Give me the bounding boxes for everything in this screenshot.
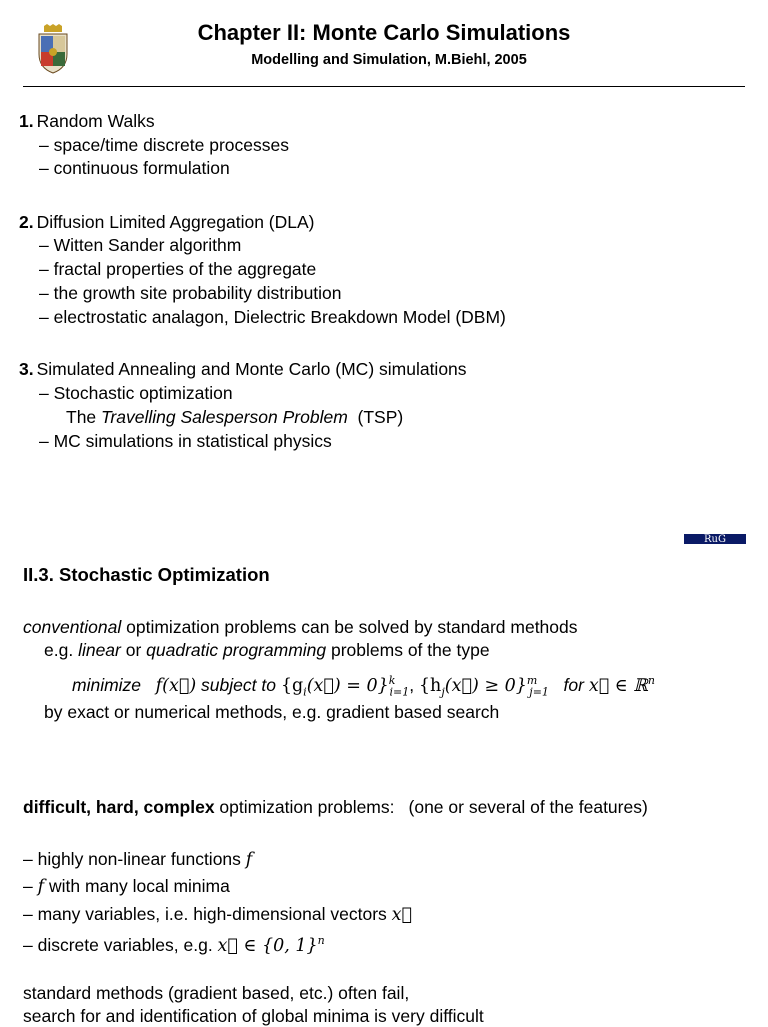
outline-subitem: – Witten Sander algorithm bbox=[39, 235, 242, 255]
feature-item: – f with many local minima bbox=[23, 876, 230, 897]
outline-subitem: – the growth site probability distribution bbox=[39, 283, 342, 303]
header-divider bbox=[23, 86, 745, 87]
outline-heading: Random Walks bbox=[36, 111, 155, 131]
outline-item-3 bbox=[19, 358, 467, 380]
outline-subitem: – continuous formulation bbox=[39, 158, 230, 178]
paragraph-methods: by exact or numerical methods, e.g. gradient based search bbox=[44, 702, 500, 722]
tsp-line: The Travelling Salesperson Problem (TSP) bbox=[66, 407, 404, 427]
optimization-formula: minimize f(x⃗) subject to $\{g_i(x⃗) = 0\}^k_{i=1}$, $\{h_j(x⃗) \ge 0\}^m_{j=1}$ for x⃗ ∈ ℝ$^n$ bbox=[72, 674, 655, 699]
outline-item-1 bbox=[19, 110, 155, 132]
feature-item: – many variables, i.e. high-dimensional vectors x⃗ bbox=[23, 904, 413, 925]
outline-subitem: – fractal properties of the aggregate bbox=[39, 259, 317, 279]
closing-line: standard methods (gradient based, etc.) often fail, bbox=[23, 983, 410, 1003]
page-subtitle: Modelling and Simulation, M.Biehl, 2005 bbox=[251, 52, 527, 68]
outline-subitem: – space/time discrete processes bbox=[39, 135, 289, 155]
paragraph-difficult: difficult, hard, complex optimization problems: (one or several of the features) bbox=[23, 797, 648, 817]
rug-logo-badge: RuG bbox=[684, 534, 746, 544]
tsp-title: Travelling Salesperson Problem bbox=[101, 407, 348, 427]
closing-line: search for and identification of global minima is very difficult bbox=[23, 1006, 484, 1026]
paragraph-conventional: conventional optimization problems can be solved by standard methods bbox=[23, 617, 578, 637]
outline-subitem: – Stochastic optimization bbox=[39, 383, 233, 403]
feature-item: – highly non-linear functions f bbox=[23, 849, 253, 870]
section-heading: II.3. Stochastic Optimization bbox=[23, 564, 270, 585]
paragraph-eg: e.g. linear or quadratic programming problems of the type bbox=[44, 640, 490, 660]
outline-heading: Simulated Annealing and Monte Carlo (MC) simulations bbox=[36, 359, 467, 379]
outline-number: 1. bbox=[19, 111, 34, 131]
outline-item-2 bbox=[19, 211, 315, 233]
outline-subitem: – electrostatic analagon, Dielectric Breakdown Model (DBM) bbox=[39, 307, 506, 327]
outline-heading: Diffusion Limited Aggregation (DLA) bbox=[36, 212, 315, 232]
outline-number: 2. bbox=[19, 212, 34, 232]
outline-number: 3. bbox=[19, 359, 34, 379]
outline-subitem: – MC simulations in statistical physics bbox=[39, 431, 332, 451]
page-title: Chapter II: Monte Carlo Simulations bbox=[197, 20, 571, 45]
feature-item: – discrete variables, e.g. x⃗ ∈ {0, 1}$^n$ bbox=[23, 934, 325, 956]
